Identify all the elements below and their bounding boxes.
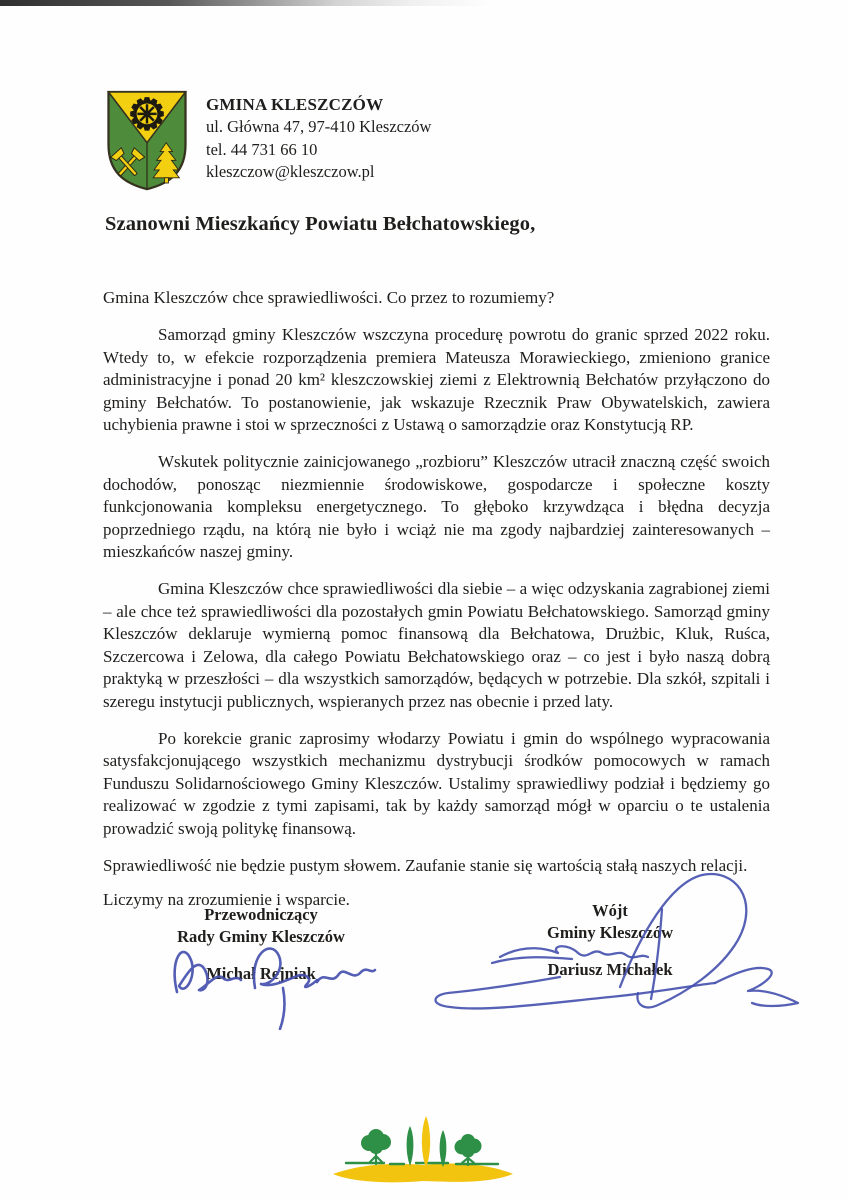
signature-block-chairman <box>151 904 371 985</box>
letter-body <box>103 212 770 924</box>
signature-title: Przewodniczący <box>204 905 318 924</box>
org-email: kleszczow@kleszczow.pl <box>206 162 375 182</box>
intro-line: Gmina Kleszczów chce sprawiedliwości. Co przez to rozumiemy? <box>103 288 555 307</box>
org-phone: tel. 44 731 66 10 <box>206 139 318 159</box>
scan-artifact-top-edge <box>0 0 600 6</box>
round-tree-left-icon <box>361 1129 391 1164</box>
body-paragraph-3: Gmina Kleszczów chce sprawiedliwości dla siebie – a więc odzyskania zagrabionej ziemi – ale chce też sprawiedliwości dla pozostałych gmin Powiatu Bełchatowskiego. Samorząd gminy Kleszczów deklaruje wymierną pomoc finansową dla Bełchatowa, Drużbic, Kluk, Ruśca, Szczercowa i Zelowa, dla całego Powiatu Bełchatowskiego oraz – co jest i było naszą dobrą praktyką w przeszłości – dla wszystkich samorządów, będących w potrzebie. Dla szkół, szpitali i szeregu instytucji publicznych, wspieranych przez nas obecnie i przed laty. <box>103 579 770 711</box>
closing-line-2: Liczymy na zrozumienie i wsparcie. <box>103 890 350 910</box>
closing-line-1: Sprawiedliwość nie będzie pustym słowem. Zaufanie stanie się wartością stałą naszych relacji. <box>103 855 748 875</box>
org-address: ul. Główna 47, 97-410 Kleszczów <box>206 117 432 137</box>
yellow-poplar-icon <box>422 1116 430 1168</box>
letterhead <box>105 88 431 194</box>
signature-block-mayor <box>495 900 725 981</box>
signature-title: Wójt <box>592 901 628 920</box>
coat-of-arms-kleszczow-icon <box>105 88 189 194</box>
letterhead-contact-block <box>206 88 431 184</box>
signature-name: Michał Rejniak <box>206 964 316 983</box>
cypress-tree-icon <box>407 1126 414 1166</box>
org-name: GMINA KLESZCZÓW <box>206 95 384 114</box>
signature-area <box>103 898 770 1058</box>
signature-name: Dariusz Michałek <box>547 960 673 979</box>
round-tree-right-icon <box>455 1134 482 1165</box>
body-paragraph-4: Po korekcie granic zaprosimy włodarzy Powiatu i gmin do wspólnego wypracowania satysfakcjonującego wszystkich mechanizmu dystrybucji środków pomocowych w ramach Funduszu Solidarnościowego Gminy Kleszczów. Ustalimy sprawiedliwy podział i będziemy go realizować w zgodzie z tymi zapisami, tak by każdy samorząd mógł w oparciu o te ustalenia prowadzić swoją politykę finansową. <box>103 728 770 838</box>
signature-subtitle: Gminy Kleszczów <box>546 923 673 942</box>
salutation: Szanowni Mieszkańcy Powiatu Bełchatowskiego, <box>105 213 536 235</box>
signature-subtitle: Rady Gminy Kleszczów <box>177 927 345 946</box>
trees-footer-graphic-icon <box>330 1112 516 1196</box>
body-paragraph-1: Samorząd gminy Kleszczów wszczyna procedurę powrotu do granic sprzed 2022 roku. Wtedy to, w efekcie rozporządzenia premiera Mateusza Morawieckiego, zmieniono granice administracyjne i ponad 20 km² kleszczowskiej ziemi z Elektrownią Bełchatów przyłączono do gminy Bełchatów. To postanowienie, jak wskazuje Rzecznik Praw Obywatelskich, zawiera uchybienia prawne i stoi w sprzeczności z Ustawą o samorządzie oraz Konstytucją RP. <box>103 325 770 435</box>
body-paragraph-2: Wskutek politycznie zainicjowanego „rozbioru” Kleszczów utracił znaczną część swoich dochodów, ponosząc niezmiennie środowiskowe, gospodarcze i społeczne koszty funkcjonowania kompleksu energetycznego. To głęboko krzywdząca i błędna decyzja poprzedniego rządu, na którą nie było i wciąż nie ma zgody najbardziej zainteresowanych – mieszkańców naszej gminy. <box>103 452 770 562</box>
cypress-tree-icon <box>440 1130 447 1167</box>
